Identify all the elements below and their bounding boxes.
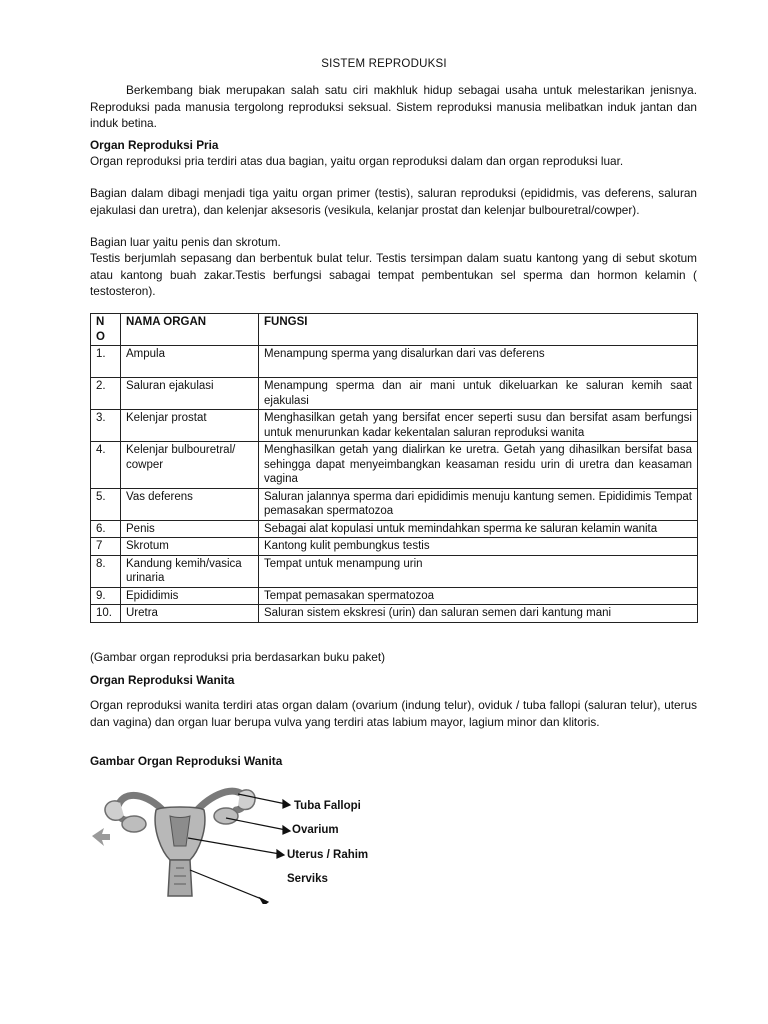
table-row <box>91 587 698 605</box>
row-no: 7 <box>91 538 121 556</box>
row-organ: Skrotum <box>121 538 259 556</box>
row-no: 10. <box>91 605 121 623</box>
left-ovary <box>122 816 146 832</box>
right-ovary <box>214 808 238 824</box>
label-uterus: Uterus / Rahim <box>287 849 369 861</box>
row-organ: Kelenjar bulbouretral/ cowper <box>121 442 259 489</box>
label-ovarium: Ovarium <box>292 824 339 836</box>
row-fungsi: Tempat untuk menampung urin <box>259 555 698 587</box>
row-fungsi: Menampung sperma dan air mani untuk dikeluarkan ke saluran kemih saat ejakulasi <box>259 378 698 410</box>
male-paragraph-2: Bagian dalam dibagi menjadi tiga yaitu organ primer (testis), saluran reproduksi (epididmis, vas deferens, saluran ejakulasi dan uretra), dan kelenjar aksesoris (vesikula, kelanjar prostat dan kelenjar bulbouretral/cowper). <box>90 186 697 217</box>
table-row <box>91 605 698 623</box>
header-no: N O <box>91 314 121 346</box>
pointer-arrow-icon <box>92 828 110 846</box>
table-header-row <box>91 314 698 346</box>
table-caption: (Gambar organ reproduksi pria berdasarkan buku paket) <box>90 650 386 664</box>
female-paragraph: Organ reproduksi wanita terdiri atas organ dalam (ovarium (indung telur), oviduk / tuba fallopi (saluran telur), uterus dan vagina) dan organ luar berupa vulva yang terdiri atas labium mayor, lagium minor dan klitoris. <box>90 698 697 729</box>
row-no: 2. <box>91 378 121 410</box>
row-fungsi: Menghasilkan getah yang bersifat encer seperti susu dan bersifat asam berfungsi untuk menurunkan kadar kekentalan saluran reproduksi wanita <box>259 410 698 442</box>
row-organ: Ampula <box>121 346 259 378</box>
row-organ: Kelenjar prostat <box>121 410 259 442</box>
header-fungsi: FUNGSI <box>259 314 698 346</box>
table-row <box>91 520 698 538</box>
table-row <box>91 555 698 587</box>
label-tuba-fallopi: Tuba Fallopi <box>294 800 361 812</box>
row-organ: Vas deferens <box>121 488 259 520</box>
row-fungsi: Sebagai alat kopulasi untuk memindahkan sperma ke saluran kelamin wanita <box>259 520 698 538</box>
male-paragraph-1: Organ reproduksi pria terdiri atas dua bagian, yaitu organ reproduksi dalam dan organ reproduksi luar. <box>90 154 624 168</box>
male-organ-table <box>90 313 698 623</box>
row-fungsi: Saluran jalannya sperma dari epididimis menuju kantung semen. Epididimis Tempat pemasakan spermatozoa <box>259 488 698 520</box>
row-no: 8. <box>91 555 121 587</box>
uterine-cavity <box>170 816 190 846</box>
row-organ: Saluran ejakulasi <box>121 378 259 410</box>
intro-paragraph: Berkembang biak merupakan salah satu ciri makhluk hidup sebagai usaha untuk melestarikan jenisnya. Reproduksi pada manusia tergolong reproduksi seksual. Sistem reproduksi manusia melibatkan induk jantan dan induk betina. <box>90 83 697 130</box>
right-fimbriae <box>238 790 255 810</box>
header-organ: NAMA ORGAN <box>121 314 259 346</box>
row-fungsi: Menghasilkan getah yang dialirkan ke uretra. Getah yang dihasilkan bersifat basa sehingga dapat menyeimbangkan keasaman residu urin di uretra dan keasaman vagina <box>259 442 698 489</box>
figure-heading: Gambar Organ Reproduksi Wanita <box>90 754 283 768</box>
row-fungsi: Tempat pemasakan spermatozoa <box>259 587 698 605</box>
table-row <box>91 410 698 442</box>
row-no: 6. <box>91 520 121 538</box>
row-organ: Uretra <box>121 605 259 623</box>
row-organ: Kandung kemih/vasica urinaria <box>121 555 259 587</box>
row-no: 9. <box>91 587 121 605</box>
table-row <box>91 346 698 378</box>
male-paragraph-3: Bagian luar yaitu penis dan skrotum. <box>90 235 281 249</box>
table-row <box>91 538 698 556</box>
female-heading: Organ Reproduksi Wanita <box>90 673 235 687</box>
label-serviks: Serviks <box>287 873 328 885</box>
row-organ: Epididimis <box>121 587 259 605</box>
male-heading: Organ Reproduksi Pria <box>90 138 219 152</box>
row-fungsi: Saluran sistem ekskresi (urin) dan saluran semen dari kantung mani <box>259 605 698 623</box>
row-no: 5. <box>91 488 121 520</box>
row-no: 1. <box>91 346 121 378</box>
female-organ-diagram <box>90 776 390 904</box>
document-title: SISTEM REPRODUKSI <box>321 58 447 70</box>
row-fungsi: Kantong kulit pembungkus testis <box>259 538 698 556</box>
row-no: 3. <box>91 410 121 442</box>
male-paragraph-4: Testis berjumlah sepasang dan berbentuk bulat telur. Testis tersimpan dalam suatu kantong yang di sebut skotum atau kantong buah zakar.Testis berfungsi sabagai tempat pembentukan sel sperma dan hormon kelamin ( testosteron). <box>90 251 697 298</box>
row-no: 4. <box>91 442 121 489</box>
row-fungsi: Menampung sperma yang disalurkan dari vas deferens <box>259 346 698 378</box>
row-organ: Penis <box>121 520 259 538</box>
table-row <box>91 488 698 520</box>
table-row <box>91 378 698 410</box>
cervix-vagina <box>168 860 192 896</box>
table-row <box>91 442 698 489</box>
